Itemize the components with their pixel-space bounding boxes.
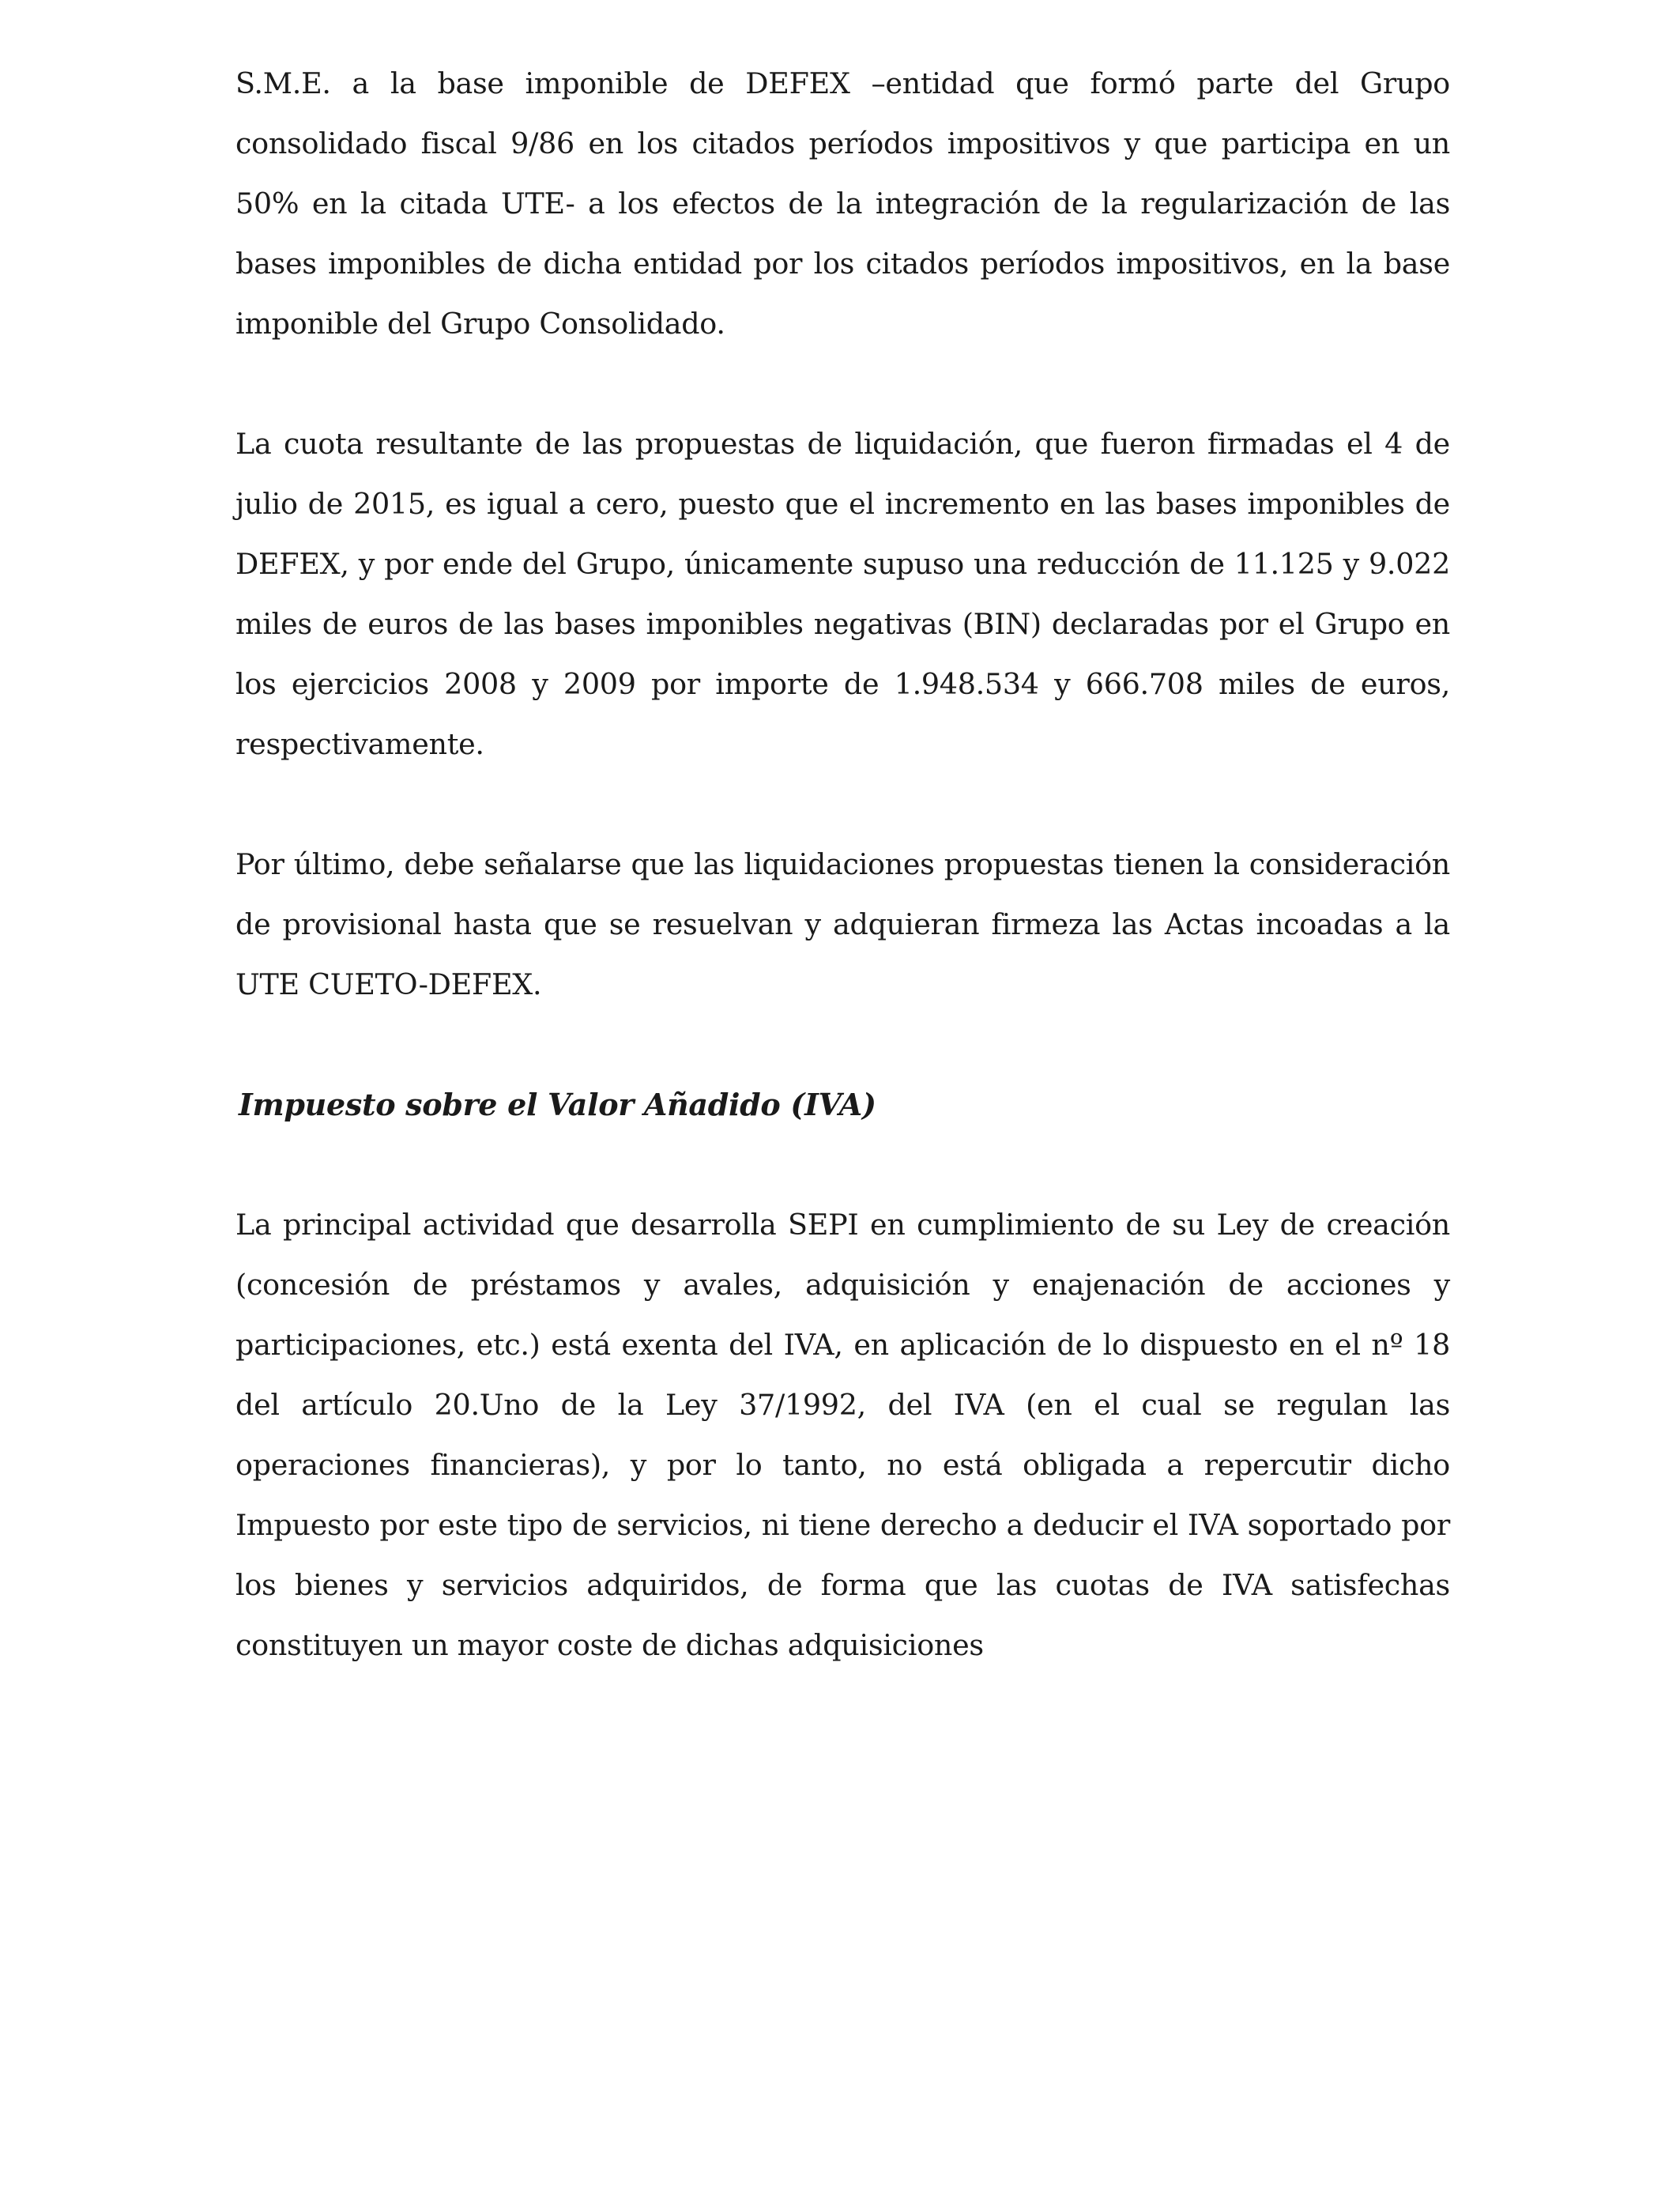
- paragraph-defex-tax-base: S.M.E. a la base imponible de DEFEX –entidad que formó parte del Grupo consolidado fiscal 9/86 en los citados períodos impositivos y que participa en un 50% en la citada UTE- a los efectos de la integración de la regularización de las bases imponibles de dicha entidad por los citados períodos impositivos, en la base imponible del Grupo Consolidado.: [235, 66, 1450, 341]
- paragraph-provisional-settlements: Por último, debe señalarse que las liquidaciones propuestas tienen la consideración de provisional hasta que se resuelvan y adquieran firmeza las Actas incoadas a la UTE CUETO-DEFEX.: [235, 847, 1450, 1001]
- paragraph-iva-exemption: La principal actividad que desarrolla SEPI en cumplimiento de su Ley de creación (concesión de préstamos y avales, adquisición y enajenación de acciones y participaciones, etc.) está exenta del IVA, en aplicación de lo dispuesto en el nº 18 del artículo 20.Uno de la Ley 37/1992, del IVA (en el cual se regulan las operaciones financieras), y por lo tanto, no está obligada a repercutir dicho Impuesto por este tipo de servicios, ni tiene derecho a deducir el IVA soportado por los bienes y servicios adquiridos, de forma que las cuotas de IVA satisfechas constituyen un mayor coste de dichas adquisiciones: [235, 1208, 1450, 1662]
- paragraph-settlement-quota: La cuota resultante de las propuestas de liquidación, que fueron firmadas el 4 de julio de 2015, es igual a cero, puesto que el incremento en las bases imponibles de DEFEX, y por ende del Grupo, únicamente supuso una reducción de 11.125 y 9.022 miles de euros de las bases imponibles negativas (BIN) declaradas por el Grupo en los ejercicios 2008 y 2009 por importe de 1.948.534 y 666.708 miles de euros, respectivamente.: [235, 427, 1450, 761]
- section-heading-iva: Impuesto sobre el Valor Añadido (IVA): [239, 1087, 876, 1122]
- page-content: [235, 54, 1450, 1676]
